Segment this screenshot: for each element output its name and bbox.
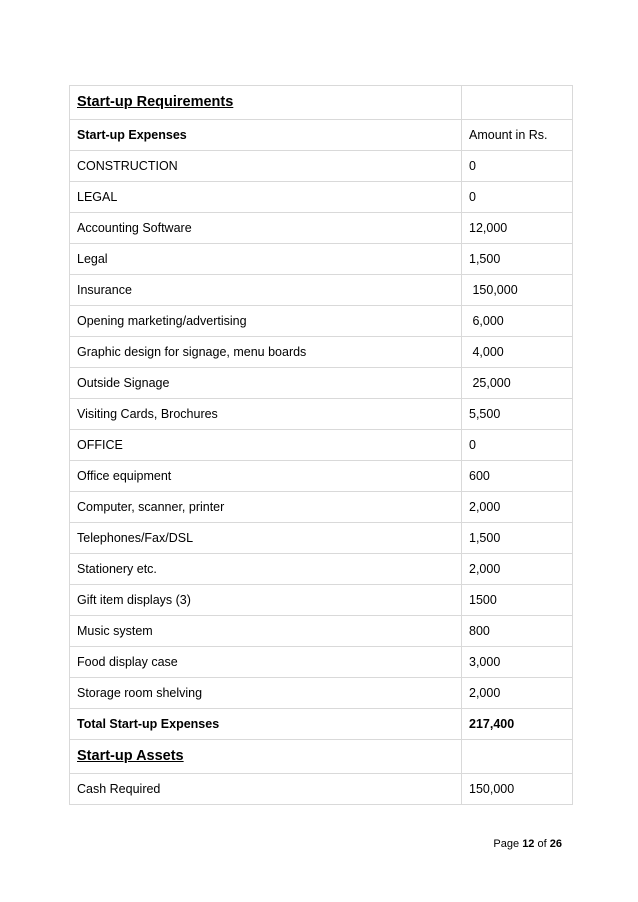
row-label: Visiting Cards, Brochures bbox=[70, 399, 462, 430]
row-amount: 5,500 bbox=[462, 399, 573, 430]
page-number: 12 bbox=[522, 838, 535, 850]
table-row bbox=[70, 368, 573, 399]
table-row bbox=[70, 213, 573, 244]
table-row bbox=[70, 585, 573, 616]
total-label: Total Start-up Expenses bbox=[70, 709, 462, 740]
startup-requirements-table bbox=[69, 85, 573, 805]
row-label: Storage room shelving bbox=[70, 678, 462, 709]
page-word: Page bbox=[493, 838, 520, 850]
row-amount: 4,000 bbox=[462, 337, 573, 368]
table-row bbox=[70, 182, 573, 213]
row-label: Accounting Software bbox=[70, 213, 462, 244]
table-row bbox=[70, 616, 573, 647]
header-amount: Amount in Rs. bbox=[462, 120, 573, 151]
table-row bbox=[70, 554, 573, 585]
section-heading-row bbox=[70, 740, 573, 774]
row-amount: 3,000 bbox=[462, 647, 573, 678]
row-label: Computer, scanner, printer bbox=[70, 492, 462, 523]
total-pages: 26 bbox=[549, 838, 562, 850]
row-label: Food display case bbox=[70, 647, 462, 678]
row-amount: 25,000 bbox=[462, 368, 573, 399]
row-amount: 800 bbox=[462, 616, 573, 647]
of-word: of bbox=[537, 838, 547, 850]
section-heading-row bbox=[70, 86, 573, 120]
row-amount: 1500 bbox=[462, 585, 573, 616]
row-amount: 6,000 bbox=[462, 306, 573, 337]
empty-cell bbox=[462, 86, 573, 120]
table-row bbox=[70, 244, 573, 275]
table-row bbox=[70, 647, 573, 678]
table-row bbox=[70, 774, 573, 805]
row-label: Graphic design for signage, menu boards bbox=[70, 337, 462, 368]
row-amount: 0 bbox=[462, 182, 573, 213]
table-header-row bbox=[70, 120, 573, 151]
row-label: Outside Signage bbox=[70, 368, 462, 399]
row-label: OFFICE bbox=[70, 430, 462, 461]
row-amount: 150,000 bbox=[462, 275, 573, 306]
table-row bbox=[70, 678, 573, 709]
row-amount: 2,000 bbox=[462, 554, 573, 585]
row-label: Stationery etc. bbox=[70, 554, 462, 585]
section-heading-cell bbox=[70, 86, 462, 120]
table-row bbox=[70, 430, 573, 461]
total-amount: 217,400 bbox=[462, 709, 573, 740]
section-title-startup-requirements: Start-up Requirements bbox=[77, 94, 234, 111]
row-amount: 1,500 bbox=[462, 244, 573, 275]
row-label: Telephones/Fax/DSL bbox=[70, 523, 462, 554]
row-amount: 150,000 bbox=[462, 774, 573, 805]
empty-cell bbox=[462, 740, 573, 774]
table-row bbox=[70, 151, 573, 182]
table-row bbox=[70, 337, 573, 368]
row-label: Gift item displays (3) bbox=[70, 585, 462, 616]
row-label: Opening marketing/advertising bbox=[70, 306, 462, 337]
page-footer bbox=[493, 838, 562, 850]
table-row bbox=[70, 275, 573, 306]
row-label: Music system bbox=[70, 616, 462, 647]
row-label: Insurance bbox=[70, 275, 462, 306]
table-row bbox=[70, 523, 573, 554]
row-amount: 2,000 bbox=[462, 678, 573, 709]
row-amount: 12,000 bbox=[462, 213, 573, 244]
row-amount: 0 bbox=[462, 430, 573, 461]
table-row bbox=[70, 492, 573, 523]
row-amount: 2,000 bbox=[462, 492, 573, 523]
total-row bbox=[70, 709, 573, 740]
header-startup-expenses: Start-up Expenses bbox=[70, 120, 462, 151]
row-label: LEGAL bbox=[70, 182, 462, 213]
section-title-startup-assets: Start-up Assets bbox=[77, 748, 184, 765]
table-row bbox=[70, 306, 573, 337]
row-label: CONSTRUCTION bbox=[70, 151, 462, 182]
table-row bbox=[70, 461, 573, 492]
row-amount: 0 bbox=[462, 151, 573, 182]
row-amount: 1,500 bbox=[462, 523, 573, 554]
row-amount: 600 bbox=[462, 461, 573, 492]
row-label: Legal bbox=[70, 244, 462, 275]
table-row bbox=[70, 399, 573, 430]
row-label: Cash Required bbox=[70, 774, 462, 805]
row-label: Office equipment bbox=[70, 461, 462, 492]
section-heading-cell bbox=[70, 740, 462, 774]
